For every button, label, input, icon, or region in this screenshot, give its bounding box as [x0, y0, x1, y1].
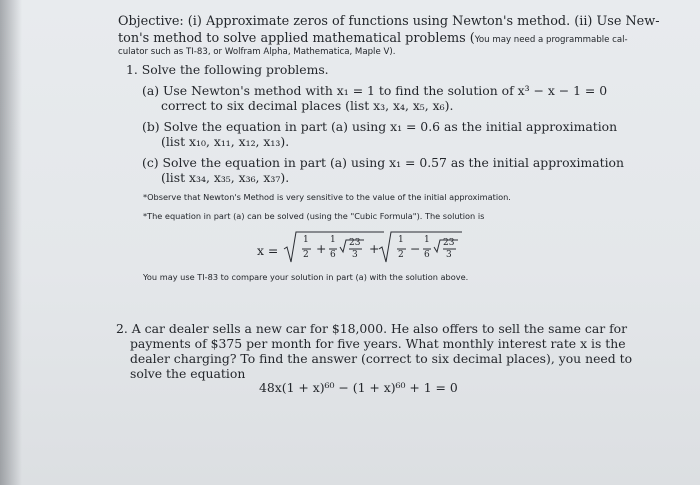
frac-6-den: 3 [446, 250, 452, 260]
objective-line-2-small: You may need a programmable cal- [474, 35, 628, 45]
problem-2-line-2: payments of $375 per month for five years. What monthly interest rate x is the [130, 336, 626, 351]
frac-3-num: 23 [349, 238, 361, 248]
note-sensitivity: *Observe that Newton's Method is very sensitive to the value of the initial approximation. [143, 192, 511, 202]
outer-plus: + [369, 241, 380, 256]
problem-2-line-1: 2. A car dealer sells a new car for $18,000. He also offers to sell the same car for [116, 321, 628, 336]
inner-plus: + [316, 241, 327, 256]
problem-1b-line-1: (b) Solve the equation in part (a) using x₁ = 0.6 as the initial approximation [142, 119, 618, 134]
note-ti83: You may use TI-83 to compare your solution in part (a) with the solution above. [143, 272, 469, 282]
formula-lhs: x = [257, 243, 279, 258]
frac-2-num: 1 [330, 235, 336, 245]
problem-2-equation: 48x(1 + x)⁶⁰ − (1 + x)⁶⁰ + 1 = 0 [259, 380, 458, 395]
frac-4-num: 1 [398, 235, 404, 245]
frac-3-den: 3 [352, 250, 358, 260]
frac-5-num: 1 [424, 235, 430, 245]
problem-1b-line-2: (list x₁₀, x₁₁, x₁₂, x₁₃). [161, 134, 290, 149]
note-cubic-formula: *The equation in part (a) can be solved (using the "Cubic Formula"). The solution is [143, 211, 485, 221]
problem-1a-line-1: (a) Use Newton's method with x₁ = 1 to find the solution of x³ − x − 1 = 0 [142, 83, 608, 98]
frac-1-den: 2 [303, 250, 309, 260]
objective-line-3: culator such as TI-83, or Wolfram Alpha, Mathematica, Maple V). [118, 47, 396, 57]
problem-1-header: 1. Solve the following problems. [126, 62, 329, 77]
inner-minus: − [410, 241, 421, 256]
objective-line-2-main: ton's method to solve applied mathematical problems ( [118, 31, 475, 46]
objective-line-1: Objective: (i) Approximate zeros of functions using Newton's method. (ii) Use New- [118, 14, 660, 29]
problem-1a-line-2: correct to six decimal places (list x₃, x₄, x₅, x₆). [161, 98, 454, 113]
frac-6-num: 23 [443, 238, 455, 248]
frac-1-num: 1 [303, 235, 309, 245]
problem-1c-line-2: (list x₃₄, x₃₅, x₃₆, x₃₇). [161, 170, 290, 185]
frac-5-den: 6 [424, 250, 430, 260]
problem-1c-line-1: (c) Solve the equation in part (a) using x₁ = 0.57 as the initial approximation [142, 155, 624, 170]
frac-4-den: 2 [398, 250, 404, 260]
problem-2-line-3: dealer charging? To find the answer (correct to six decimal places), you need to [130, 351, 633, 366]
frac-2-den: 6 [330, 250, 336, 260]
problem-2-line-4: solve the equation [130, 366, 246, 381]
